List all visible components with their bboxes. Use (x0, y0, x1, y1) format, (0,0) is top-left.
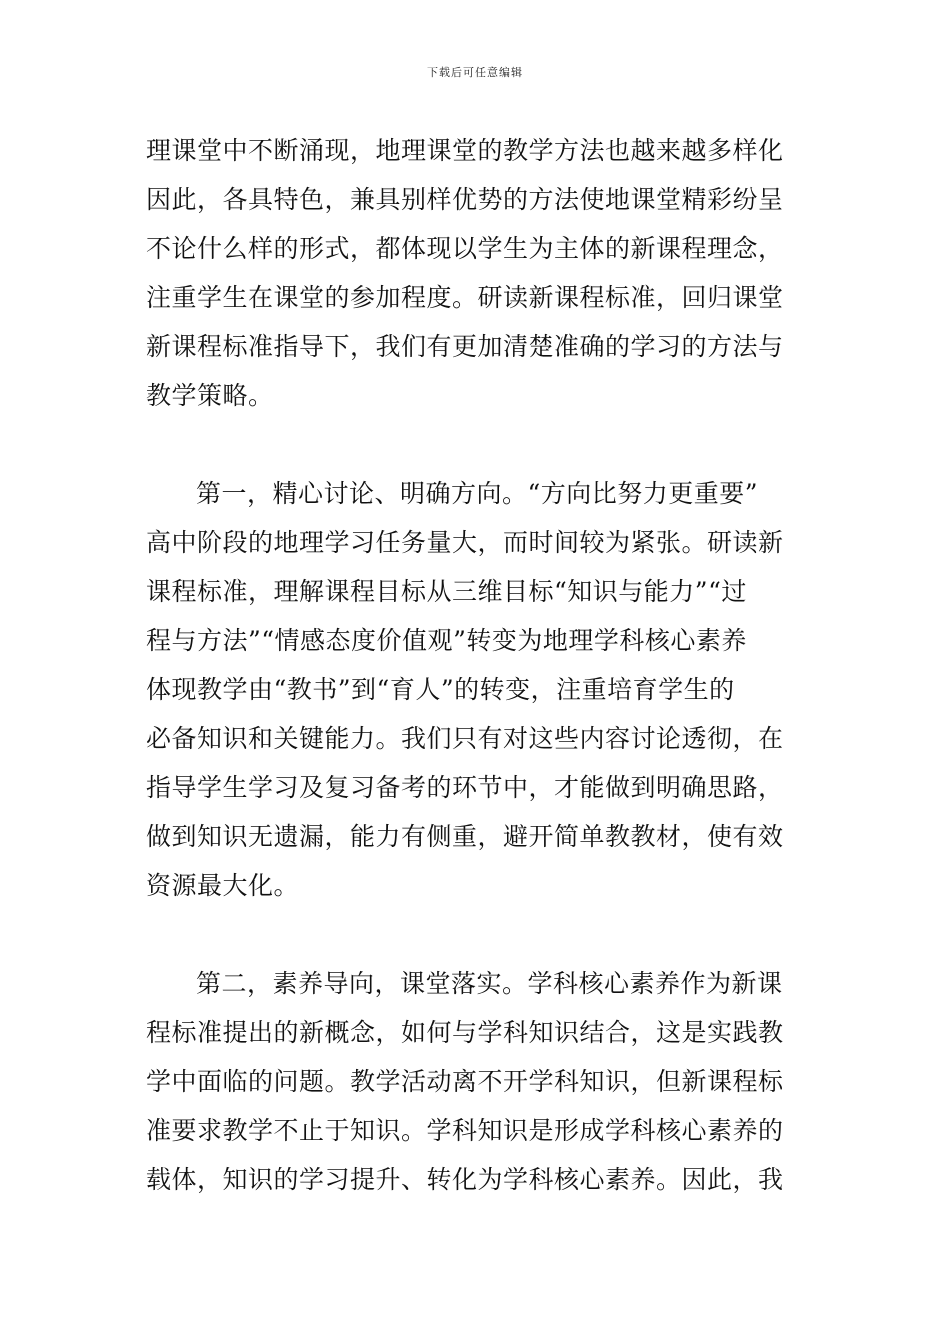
text-line: 指导学生学习及复习备考的环节中，才能做到明确思路， (146, 773, 784, 802)
paragraph-spacer (146, 910, 810, 959)
text-line: 新课程标准指导下，我们有更加清楚准确的学习的方法与 (146, 332, 784, 361)
text-line: 体现教学由“教书”到“育人”的转变，注重培育学生的 (146, 675, 735, 704)
paragraph (146, 959, 810, 1204)
text-line: 资源最大化。 (146, 871, 300, 900)
page-header: 下载后可任意编辑 (427, 66, 523, 79)
text-line: 注重学生在课堂的参加程度。研读新课程标准，回归课堂 (146, 283, 784, 312)
text-line: 程标准提出的新概念，如何与学科知识结合，这是实践教 (146, 1018, 784, 1047)
text-line: 课程标准，理解课程目标从三维目标“知识与能力”“过 (146, 577, 747, 606)
text-line: 学中面临的问题。教学活动离不开学科知识，但新课程标 (146, 1067, 784, 1096)
text-line: 高中阶段的地理学习任务量大，而时间较为紧张。研读新 (146, 528, 784, 557)
text-line: 教学策略。 (146, 381, 274, 410)
text-line: 程与方法”“情感态度价值观”转变为地理学科核心素养 (146, 626, 747, 655)
text-line: 理课堂中不断涌现，地理课堂的教学方法也越来越多样化 (146, 136, 784, 165)
paragraph-spacer (146, 420, 810, 469)
document-body (146, 126, 810, 1204)
paragraph (146, 469, 810, 910)
text-line: 做到知识无遗漏，能力有侧重，避开简单教教材，使有效 (146, 822, 784, 851)
text-line: 不论什么样的形式，都体现以学生为主体的新课程理念， (146, 234, 784, 263)
text-line: 载体，知识的学习提升、转化为学科核心素养。因此，我 (146, 1165, 784, 1194)
text-line: 第一，精心讨论、明确方向。“方向比努力更重要” (196, 479, 759, 508)
text-line: 第二，素养导向，课堂落实。学科核心素养作为新课 (196, 969, 783, 998)
paragraph (146, 126, 810, 420)
text-line: 准要求教学不止于知识。学科知识是形成学科核心素养的 (146, 1116, 784, 1145)
text-line: 必备知识和关键能力。我们只有对这些内容讨论透彻，在 (146, 724, 784, 753)
text-line: 因此，各具特色，兼具别样优势的方法使地课堂精彩纷呈 (146, 185, 784, 214)
